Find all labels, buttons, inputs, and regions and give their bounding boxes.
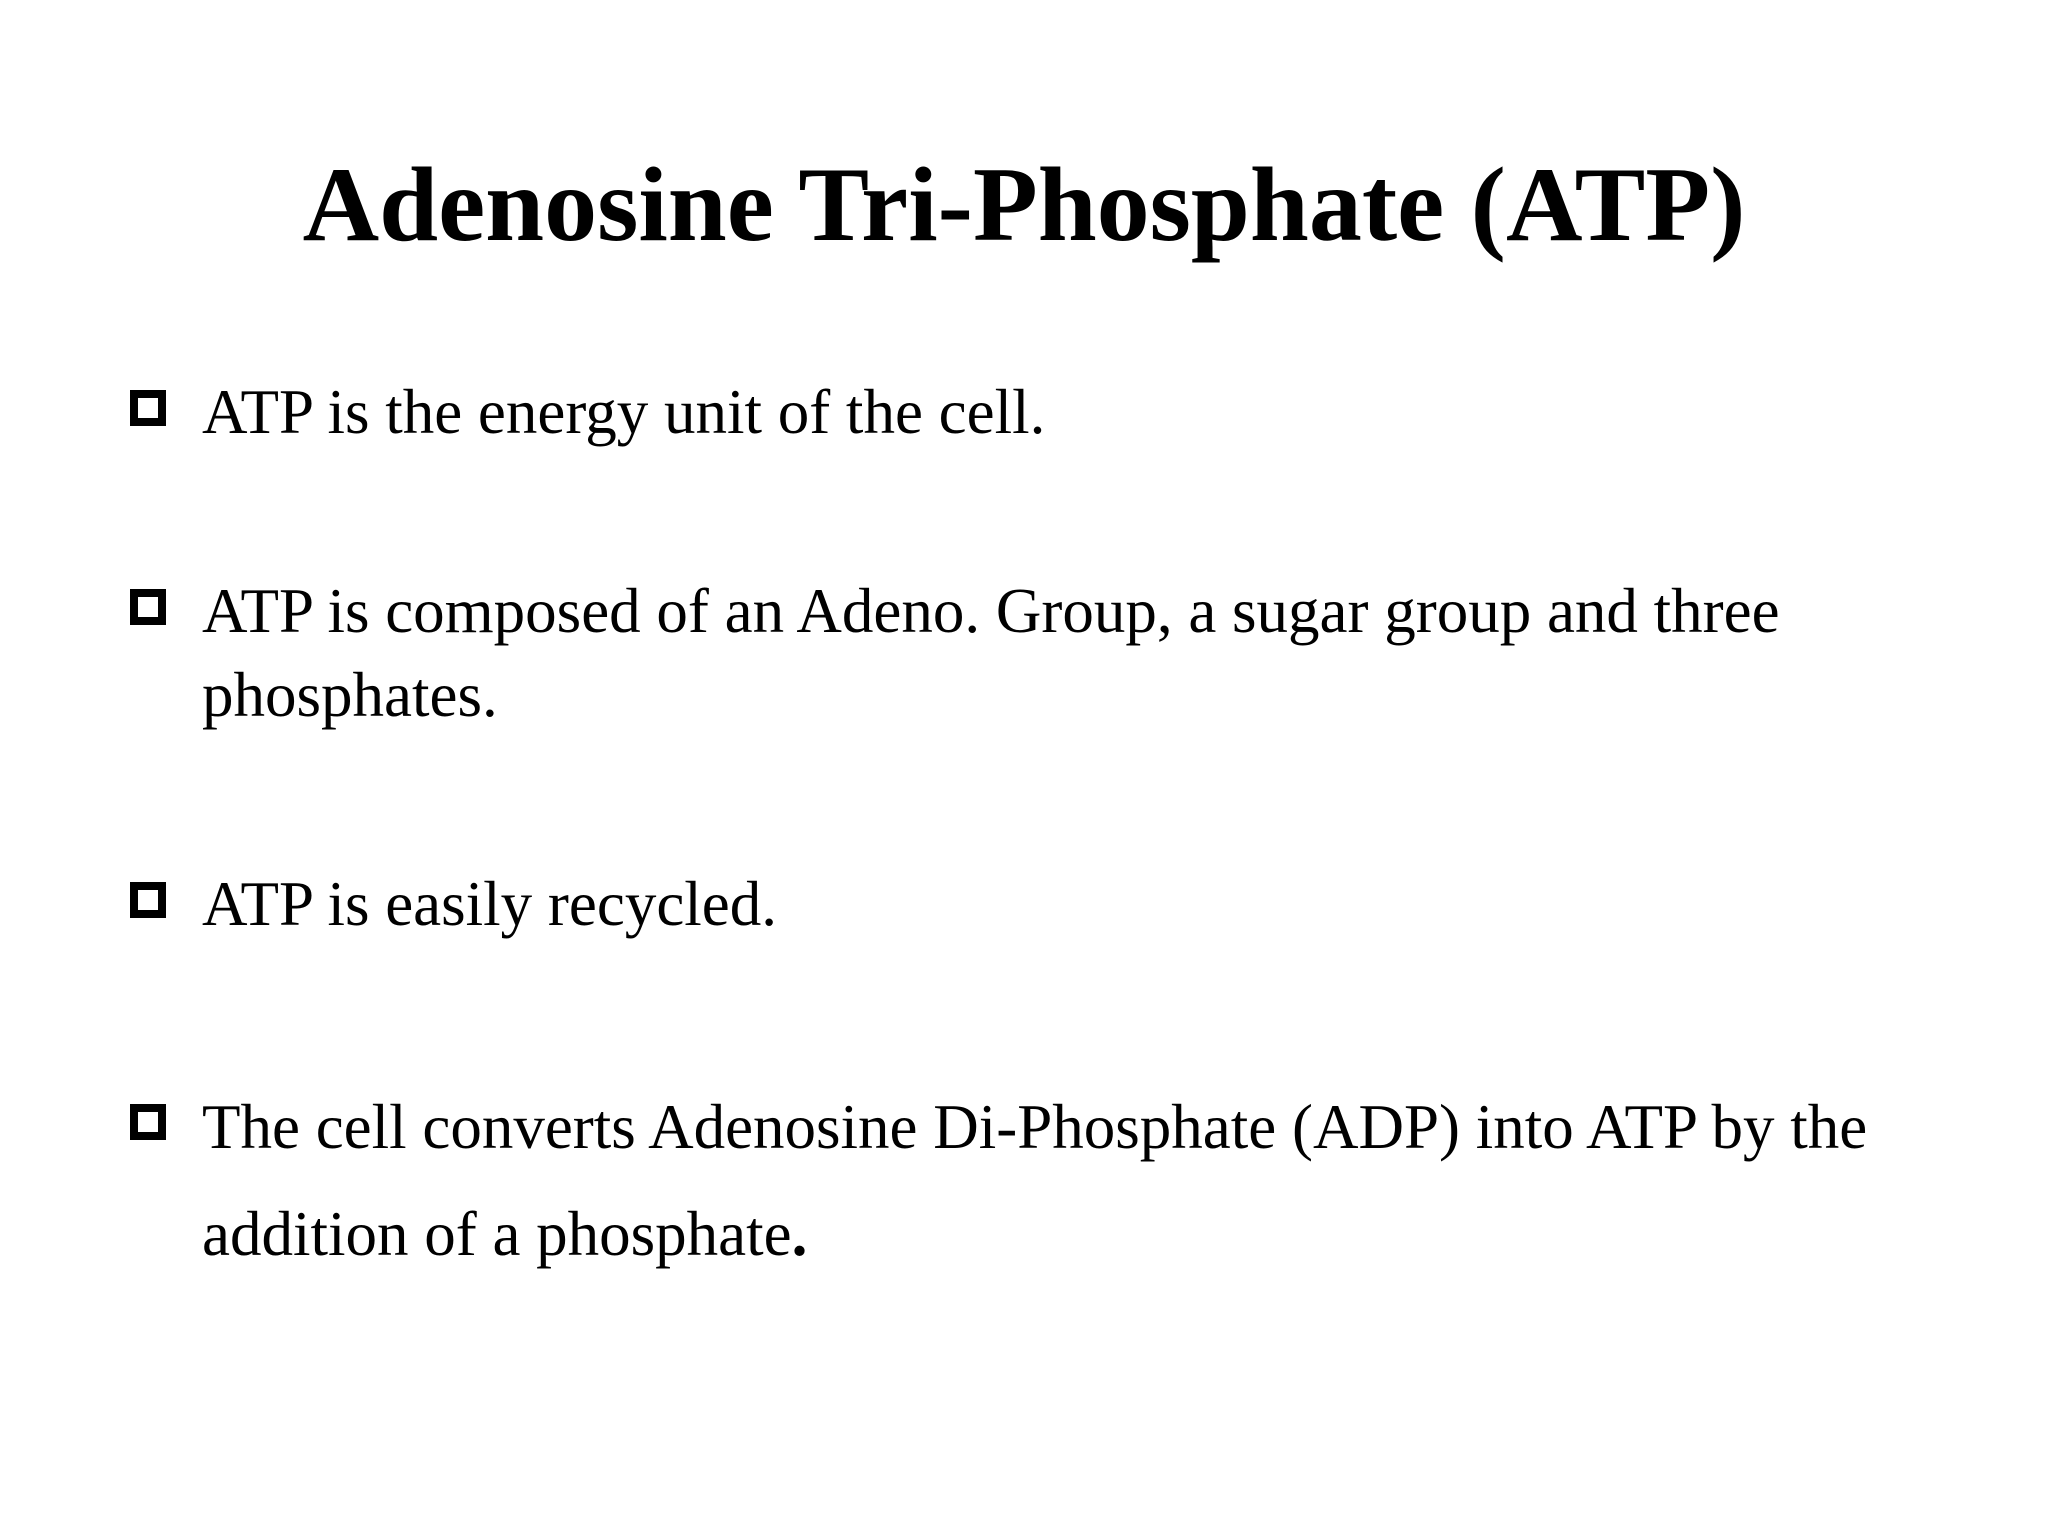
bullet-item bbox=[130, 1074, 1960, 1288]
bullet-item bbox=[130, 569, 1960, 737]
bullet-trailing-period: . bbox=[791, 1199, 808, 1269]
hollow-square-bullet-icon bbox=[130, 390, 166, 426]
bullet-item bbox=[130, 370, 1960, 454]
bullet-text: ATP is easily recycled. bbox=[202, 869, 777, 939]
hollow-square-bullet-icon bbox=[130, 589, 166, 625]
bullet-list bbox=[130, 370, 1960, 1403]
bullet-text: The cell converts Adenosine Di-Phosphate (ADP) into ATP by the addition of a phosphate bbox=[202, 1092, 1868, 1269]
hollow-square-bullet-icon bbox=[130, 882, 166, 918]
bullet-item bbox=[130, 862, 1960, 946]
hollow-square-bullet-icon bbox=[130, 1104, 166, 1140]
slide-title: Adenosine Tri-Phosphate (ATP) bbox=[302, 146, 1746, 263]
bullet-text: ATP is composed of an Adeno. Group, a sugar group and three phosphates. bbox=[202, 576, 1780, 730]
bullet-text: ATP is the energy unit of the cell. bbox=[202, 377, 1046, 447]
